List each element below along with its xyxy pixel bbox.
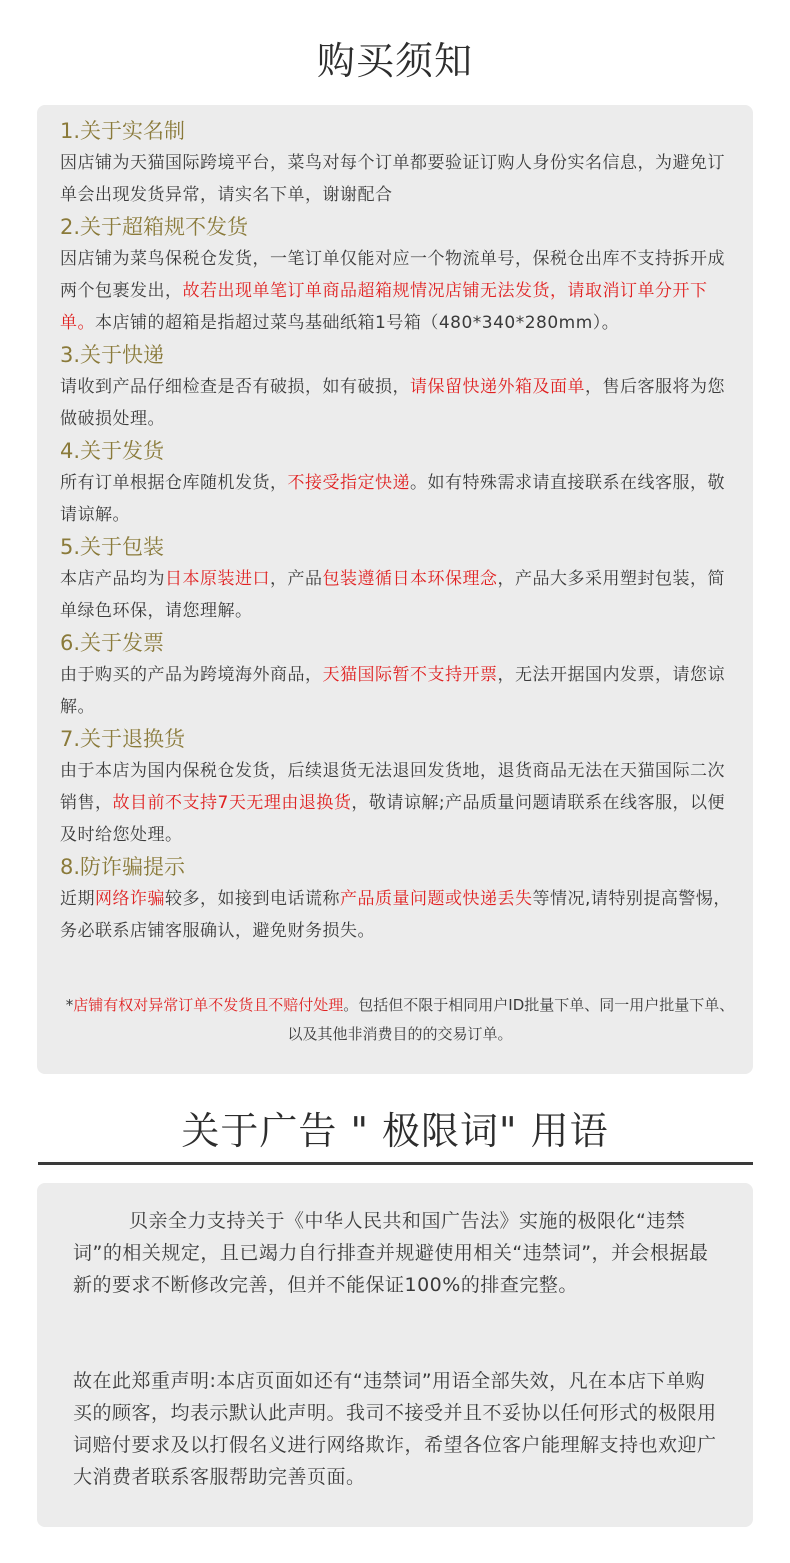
- section-heading: 7.关于退换货: [60, 727, 186, 751]
- notice-section: [60, 627, 740, 723]
- body-text: 因店铺为菜鸟保税仓发货，一笔订单仅能对应一个物流单号，保税仓出库不支持拆开成两个包裹发出，: [60, 249, 725, 301]
- notice-section: [60, 211, 740, 339]
- section-heading: 8.防诈骗提示: [60, 855, 186, 879]
- notice-sections: [60, 115, 740, 947]
- highlighted-text: 网络诈骗: [95, 889, 165, 909]
- notice-section: [60, 435, 740, 531]
- notice-section: [60, 339, 740, 435]
- section-heading: 6.关于发票: [60, 631, 165, 655]
- highlighted-text: 请保留快递外箱及面单: [410, 377, 585, 397]
- notice-text: *: [65, 996, 74, 1014]
- section-body: [60, 467, 740, 531]
- body-text: 由于购买的产品为跨境海外商品，: [60, 665, 323, 685]
- body-text: ，无法开据国内发票，请您谅解。: [60, 665, 725, 717]
- notice-section: [60, 723, 740, 851]
- ad-terms-paragraph-2: 故在此郑重声明:本店页面如还有“违禁词”用语全部失效，凡在本店下单购买的顾客，均表示默认此声明。我司不接受并且不妥协以任何形式的极限用词赔付要求及以打假名义进行网络欺诈，希望各位客户能理解支持也欢迎广大消费者联系客服帮助完善页面。: [73, 1370, 717, 1488]
- highlighted-text: 日本原装进口: [165, 569, 270, 589]
- body-text: ，敬请谅解;产品质量问题请联系在线客服，以便及时给您处理。: [60, 793, 726, 845]
- highlighted-text: 天猫国际暂不支持开票: [322, 665, 498, 685]
- ad-terms-title: 关于广告 " 极限词" 用语: [181, 1109, 609, 1153]
- notice-section: [60, 531, 740, 627]
- section-heading: 5.关于包装: [60, 535, 165, 559]
- ad-terms-paragraph-1: [73, 1205, 723, 1301]
- section-heading: 4.关于发货: [60, 439, 165, 463]
- body-text: 较多，如接到电话谎称: [165, 889, 340, 909]
- body-text: ，产品大多采用塑封包装，简单绿色环保，请您理解。: [60, 569, 725, 621]
- body-text: 本店产品均为: [60, 569, 165, 589]
- body-text: 因店铺为天猫国际跨境平台，菜鸟对每个订单都要验证订购人身份实名信息，为避免订单会出现发货异常，请实名下单，谢谢配合: [60, 153, 725, 205]
- section-body: [60, 755, 740, 851]
- highlighted-text: 不接受指定快递: [287, 473, 410, 493]
- highlighted-text: 包装遵循日本环保理念: [322, 569, 498, 589]
- highlighted-text: 故若出现单笔订单商品超箱规情况店铺无法发货，请取消订单分开下单。: [60, 281, 708, 333]
- body-text: 请收到产品仔细检查是否有破损，如有破损，: [60, 377, 410, 397]
- body-text: 由于本店为国内保税仓发货，后续退货无法退回发货地，退货商品无法在天猫国际二次销售，: [60, 761, 725, 813]
- notice-text: 。包括但不限于相同用户ID批量下单、同一用户批量下单、以及其他非消费目的的交易订单。: [287, 996, 735, 1043]
- notice-section: [60, 115, 740, 211]
- highlighted-text: 店铺有权对异常订单不发货且不赔付处理: [73, 996, 344, 1014]
- section-body: [60, 659, 740, 723]
- ad-terms-paragraph-1-text: 贝亲全力支持关于《中华人民共和国广告法》实施的极限化“违禁词”的相关规定，且已竭力自行排查并规避使用相关“违禁词”，并会根据最新的要求不断修改完善，但并不能保证100%的排查完整。: [73, 1210, 709, 1296]
- title-divider: [38, 1162, 753, 1165]
- body-text: ，售后客服将为您做破损处理。: [60, 377, 725, 429]
- purchase-notice-title: 购买须知: [316, 39, 473, 83]
- section-heading: 2.关于超箱规不发货: [60, 215, 249, 239]
- section-heading: 1.关于实名制: [60, 119, 186, 143]
- body-text: 等情况,请特别提高警惕，务必联系店铺客服确认，避免财务损失。: [60, 889, 731, 941]
- abnormal-order-notice: [60, 991, 740, 1049]
- section-heading: 3.关于快递: [60, 343, 165, 367]
- highlighted-text: 产品质量问题或快递丢失: [340, 889, 533, 909]
- section-body: [60, 243, 740, 339]
- section-body: [60, 563, 740, 627]
- purchase-notice-panel: [37, 105, 753, 1074]
- section-body: [60, 147, 740, 211]
- body-text: 。如有特殊需求请直接联系在线客服，敬请谅解。: [60, 473, 725, 525]
- section-body: [60, 371, 740, 435]
- body-text: 所有订单根据仓库随机发货，: [60, 473, 288, 493]
- body-text: ，产品: [270, 569, 323, 589]
- highlighted-text: 故目前不支持7天无理由退换货: [112, 793, 352, 813]
- notice-section: [60, 851, 740, 947]
- ad-terms-panel: [37, 1183, 753, 1527]
- section-body: [60, 883, 740, 947]
- body-text: 近期: [60, 889, 95, 909]
- body-text: 本店铺的超箱是指超过菜鸟基础纸箱1号箱（480*340*280mm）。: [95, 313, 620, 333]
